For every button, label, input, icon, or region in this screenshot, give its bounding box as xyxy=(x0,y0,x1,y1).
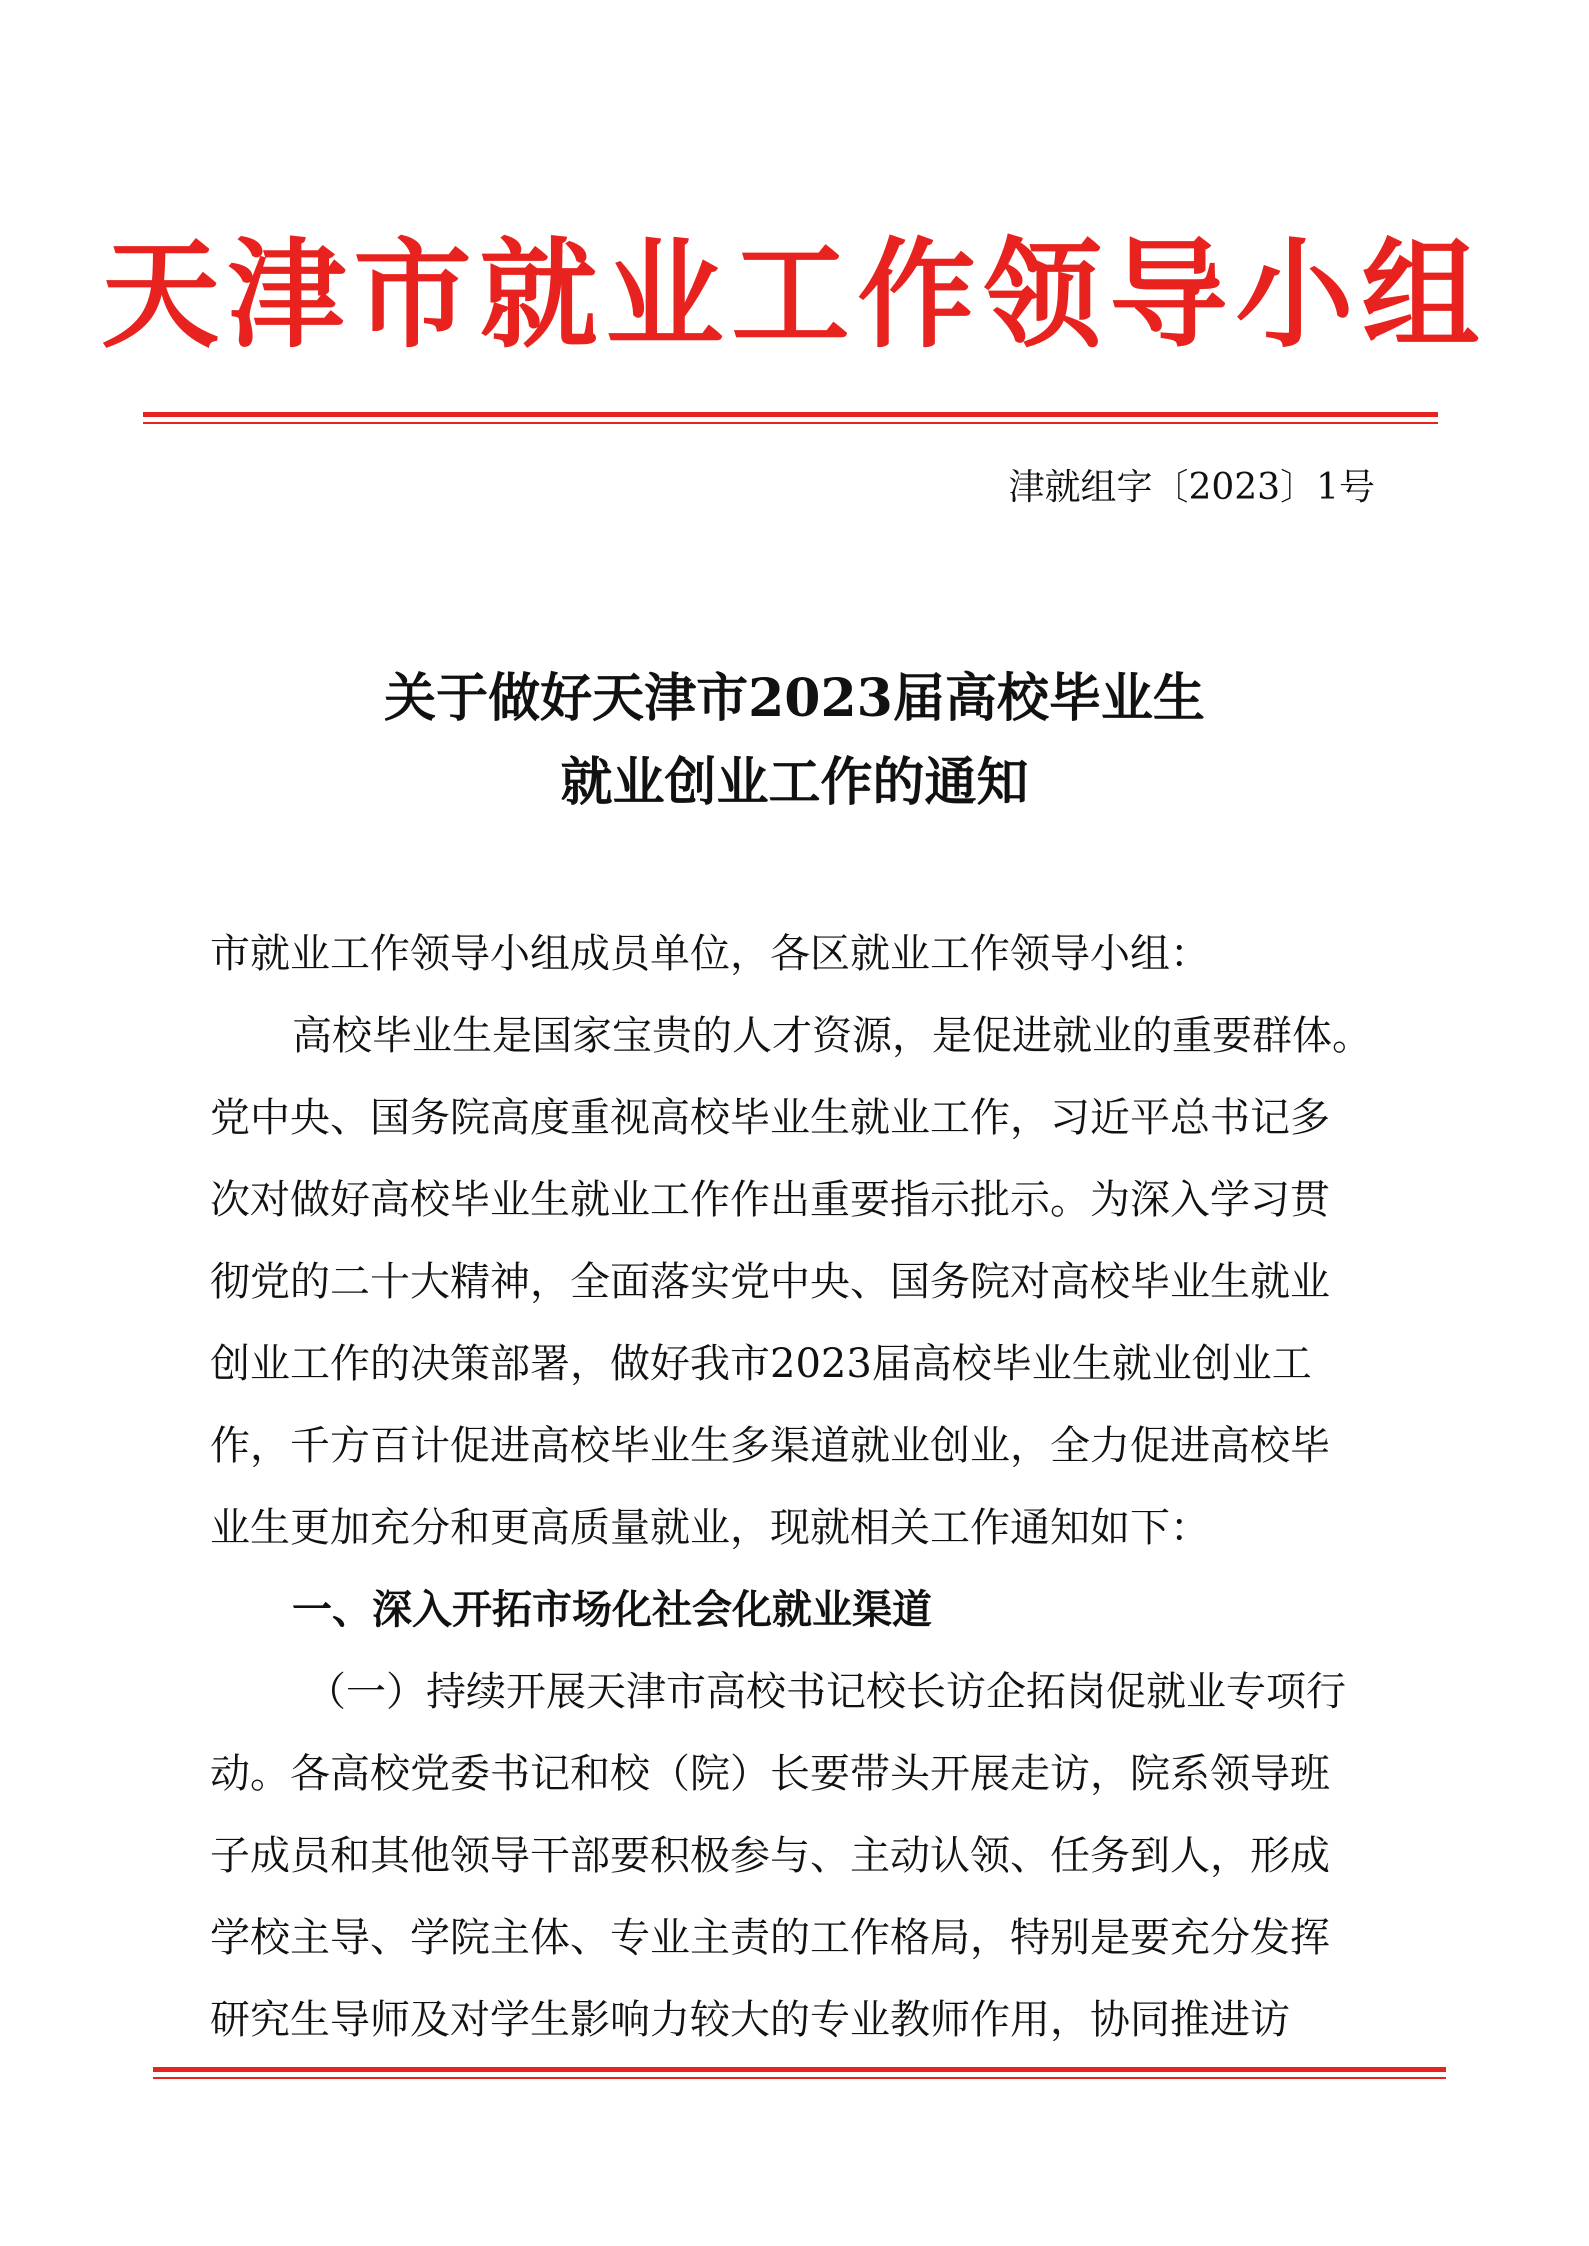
subsection-line: （一）持续开展天津市高校书记校长访企拓岗促就业专项行 xyxy=(306,1669,1346,1715)
body-line: 党中央、国务院高度重视高校毕业生就业工作，习近平总书记多 xyxy=(210,1095,1330,1141)
footer-red-rule-thin xyxy=(153,2077,1446,2079)
body-line: 作，千方百计促进高校毕业生多渠道就业创业，全力促进高校毕 xyxy=(210,1423,1330,1469)
body-line: 研究生导师及对学生影响力较大的专业教师作用，协同推进访 xyxy=(210,1997,1290,2043)
body-line: 业生更加充分和更高质量就业，现就相关工作通知如下： xyxy=(210,1505,1210,1551)
body-line: 创业工作的决策部署，做好我市2023届高校毕业生就业创业工 xyxy=(210,1341,1312,1387)
body-line: 高校毕业生是国家宝贵的人才资源，是促进就业的重要群体。 xyxy=(292,1013,1372,1059)
document-number: 津就组字〔2023〕1号 xyxy=(1008,467,1375,508)
body-line: 次对做好高校毕业生就业工作作出重要指示批示。为深入学习贯 xyxy=(210,1177,1330,1223)
masthead-red-rule-thin xyxy=(143,422,1438,424)
notice-body xyxy=(210,913,1390,2061)
section-heading: 一、深入开拓市场化社会化就业渠道 xyxy=(292,1587,932,1633)
footer-red-rule-thick xyxy=(153,2067,1446,2072)
body-line: 学校主导、学院主体、专业主责的工作格局，特别是要充分发挥 xyxy=(210,1915,1330,1961)
masthead-red-rule-thick xyxy=(143,412,1438,417)
notice-title-line-2: 就业创业工作的通知 xyxy=(560,752,1029,813)
body-line: 动。各高校党委书记和校（院）长要带头开展走访，院系领导班 xyxy=(210,1751,1330,1797)
masthead-title: 天津市就业工作领导小组 xyxy=(101,225,1488,364)
salutation: 市就业工作领导小组成员单位，各区就业工作领导小组： xyxy=(210,931,1210,977)
body-line: 子成员和其他领导干部要积极参与、主动认领、任务到人，形成 xyxy=(210,1833,1330,1879)
body-line: 彻党的二十大精神，全面落实党中央、国务院对高校毕业生就业 xyxy=(210,1259,1330,1305)
notice-title-line-1: 关于做好天津市2023届高校毕业生 xyxy=(384,668,1205,729)
